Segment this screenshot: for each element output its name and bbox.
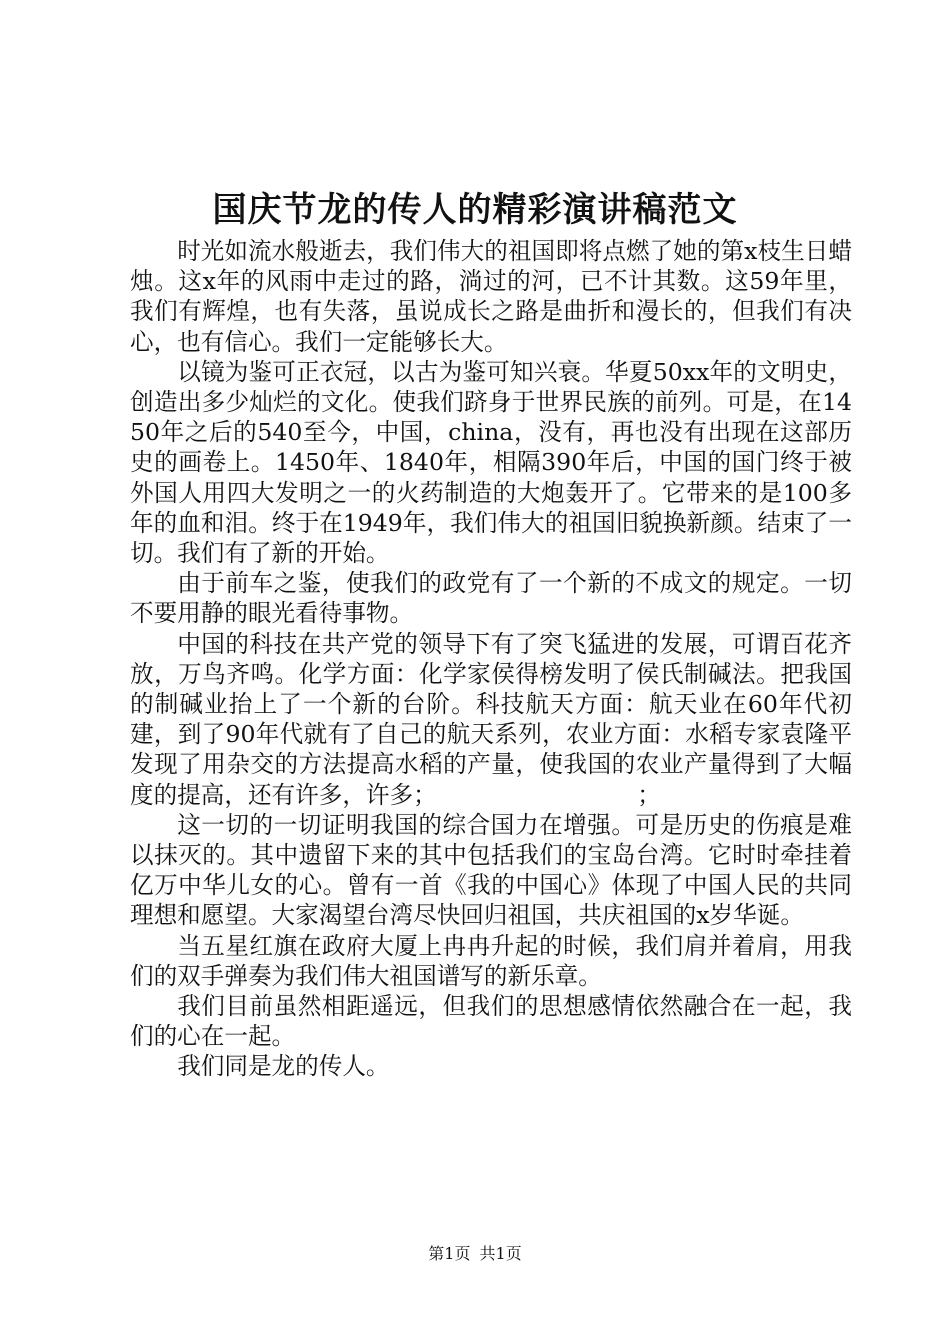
document-title: 国庆节龙的传人的精彩演讲稿范文: [212, 190, 738, 230]
paragraph-3: 由于前车之鉴，使我们的政党有了一个新的不成文的规定。一切不要用静的眼光看待事物。: [130, 569, 852, 628]
paragraph-7: 我们目前虽然相距遥远，但我们的思想感情依然融合在一起，我们的心在一起。: [130, 992, 852, 1051]
paragraph-4: 中国的科技在共产党的领导下有了突飞猛进的发展，可谓百花齐放，万鸟齐鸣。化学方面：化学家侯得榜发明了侯氏制碱法。把我国的制碱业抬上了一个新的台阶。科技航天方面：航天业在60年代初建，到了90年代就有了自己的航天系列，农业方面：水稻专家袁隆平发现了用杂交的方法提高水稻的产量，使我国的农业产量得到了大幅度的提高，还有许多，许多； ；: [130, 629, 852, 809]
paragraph-5: 这一切的一切证明我国的综合国力在增强。可是历史的伤痕是难以抹灭的。其中遗留下来的其中包括我们的宝岛台湾。它时时牵挂着亿万中华儿女的心。曾有一首《我的中国心》体现了中国人民的共同理想和愿望。大家渴望台湾尽快回归祖国，共庆祖国的x岁华诞。: [130, 810, 852, 930]
paragraph-6: 当五星红旗在政府大厦上冉冉升起的时候，我们肩并着肩，用我们的双手弹奏为我们伟大祖国谱写的新乐章。: [130, 931, 852, 990]
paragraph-8: 我们同是龙的传人。: [177, 1052, 390, 1081]
paragraph-1: 时光如流水般逝去，我们伟大的祖国即将点燃了她的第x枝生日蜡烛。这x年的风雨中走过的路，淌过的河，已不计其数。这59年里，我们有辉煌，也有失落，虽说成长之路是曲折和漫长的，但我们有决心，也有信心。我们一定能够长大。: [130, 237, 852, 356]
paragraph-2: 以镜为鉴可正衣冠，以古为鉴可知兴衰。华夏50xx年的文明史，创造出多少灿烂的文化。使我们跻身于世界民族的前列。可是，在1450年之后的540至今，中国，china，没有，再也没有出现在这部历史的画卷上。1450年、1840年，相隔390年后，中国的国门终于被外国人用四大发明之一的火药制造的大炮轰开了。它带来的是100多年的血和泪。终于在1949年，我们伟大的祖国旧貌换新颜。结束了一切。我们有了新的开始。: [130, 357, 852, 568]
document-body: [130, 236, 852, 1082]
page-footer: 第1页 共1页: [428, 1244, 522, 1263]
